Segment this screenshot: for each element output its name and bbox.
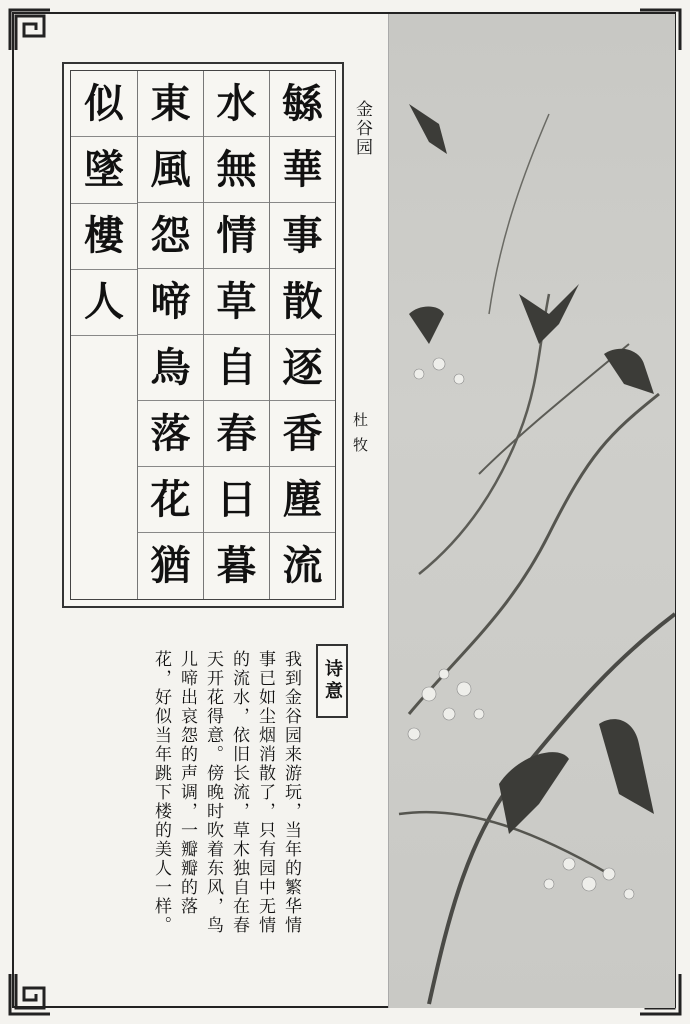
poem-character: 水	[204, 71, 269, 137]
poem-character: 似	[71, 71, 137, 137]
poem-calligraphy-grid	[62, 62, 344, 608]
poem-character: 墜	[71, 137, 137, 203]
poem-character: 花	[138, 467, 203, 533]
poem-character: 逐	[270, 335, 335, 401]
poem-title: 金谷园	[352, 100, 372, 157]
poem-character: 樓	[71, 204, 137, 270]
poem-column	[269, 71, 335, 599]
poem-character: 日	[204, 467, 269, 533]
poem-character: 鳥	[138, 335, 203, 401]
poem-character: 東	[138, 71, 203, 137]
poem-character: 風	[138, 137, 203, 203]
corner-ornament-icon	[6, 6, 54, 54]
poem-character: 自	[204, 335, 269, 401]
poem-character: 暮	[216, 542, 257, 589]
translation-text: 我到金谷园来游玩，当年的繁华情事已如尘烟消散了，只有园中无情的流水，依旧长流，草木独自在春天开花得意。傍晚时吹着东风，鸟儿啼出哀怨的声调，一瓣瓣的落花，好似当年跳下楼的美人一样。	[151, 650, 301, 935]
poem-column	[203, 71, 269, 599]
poem-character: 無	[204, 137, 269, 203]
poem-character: 怨	[138, 203, 203, 269]
poem-character: 情	[204, 203, 269, 269]
poem-character: 人	[71, 270, 137, 336]
poem-character: 香	[270, 401, 335, 467]
poem-character: 塵	[270, 467, 335, 533]
poem-character: 事	[270, 203, 335, 269]
poem-character: 草	[204, 269, 269, 335]
bird-and-flower-painting	[388, 14, 675, 1008]
poem-column	[137, 71, 203, 599]
section-label-text: 诗意	[322, 659, 343, 703]
poem-column	[71, 71, 137, 599]
poem-character: 散	[270, 269, 335, 335]
poem-character: 春	[204, 401, 269, 467]
poem-character: 啼	[138, 269, 203, 335]
poem-character: 猶	[150, 542, 191, 589]
poem-character: 落	[138, 401, 203, 467]
poem-character: 華	[270, 137, 335, 203]
poem-author: 杜牧	[351, 412, 369, 462]
corner-ornament-icon	[6, 970, 54, 1018]
poem-character: 緐	[270, 71, 335, 137]
section-label	[316, 644, 348, 718]
poem-character: 流	[282, 542, 323, 589]
